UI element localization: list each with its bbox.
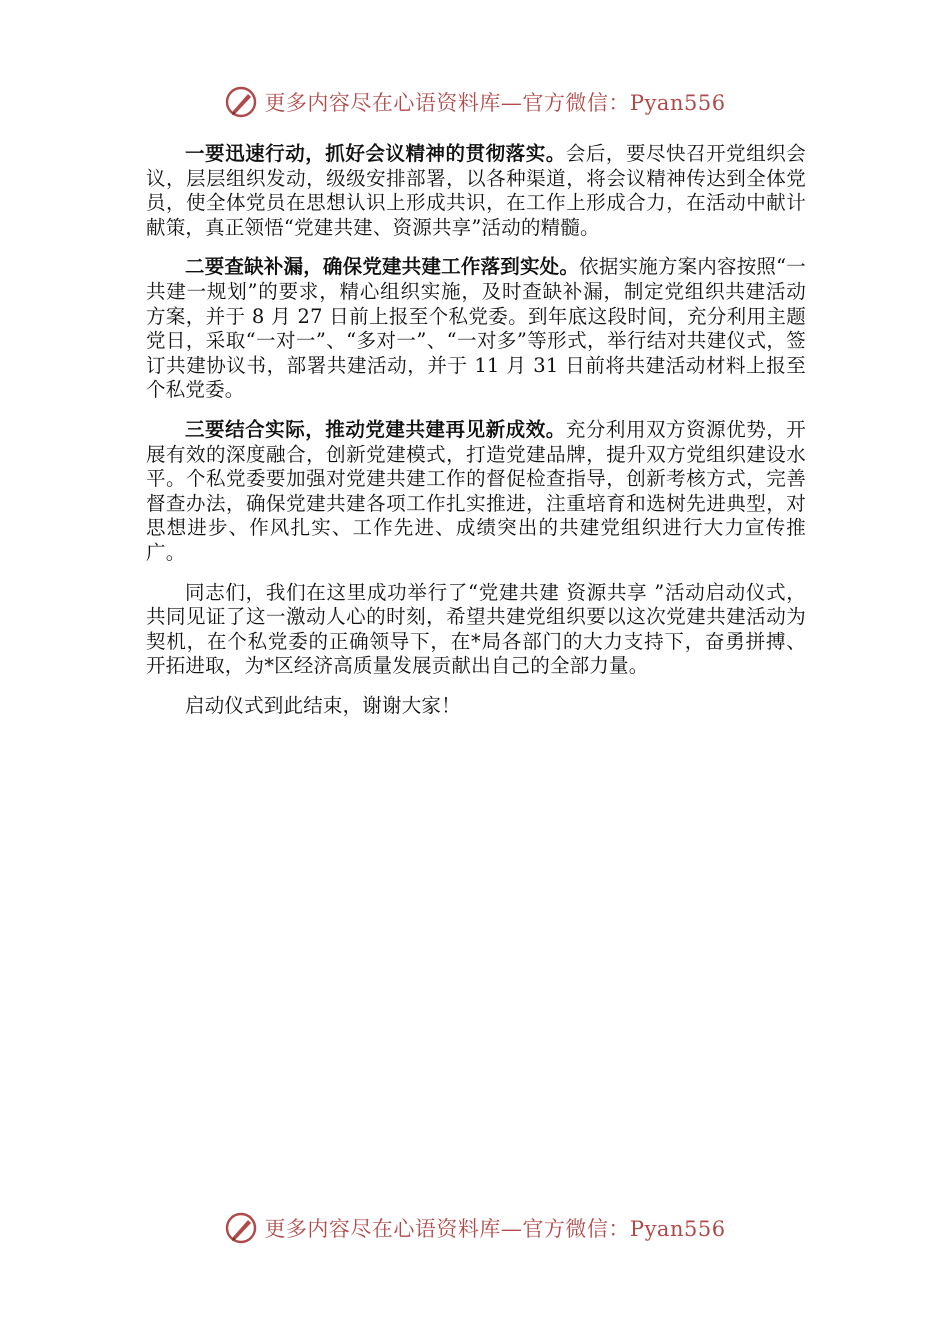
paragraph-lead: 三要结合实际，推动党建共建再见新成效。 <box>185 417 566 441</box>
paragraph-2 <box>146 255 806 403</box>
watermark-text: 更多内容尽在心语资料库—官方微信：Pyan556 <box>264 91 726 115</box>
paragraph-lead: 二要查缺补漏，确保党建共建工作落到实处。 <box>185 255 580 279</box>
paragraph-text: 同志们，我们在这里成功举行了“党建共建 资源共享 ”活动启动仪式，共同见证了这一激动人心的时刻，希望共建党组织要以这次党建共建活动为契机，在个私党委的正确领导下，在*局各部门的大力支持下，奋勇拼搏、开拓进取，为*区经济高质量发展贡献出自己的全部力量。 <box>146 580 806 678</box>
paragraph-text: 会后，要尽快召开党组织会议，层层组织发动，级级安排部署，以各种渠道，将会议精神传达到全体党员，使全体党员在思想认识上形成共识，在工作上形成合力，在活动中献计献策，真正领悟“党建共建、资源共享”活动的精髓。 <box>146 142 806 239</box>
paragraph-lead: 一要迅速行动，抓好会议精神的贯彻落实。 <box>185 142 566 165</box>
paragraph-text: 启动仪式到此结束，谢谢大家！ <box>185 693 461 717</box>
document-body <box>146 142 806 733</box>
watermark-text: 更多内容尽在心语资料库—官方微信：Pyan556 <box>264 1217 726 1241</box>
paragraph-text: 充分利用双方资源优势，开展有效的深度融合，创新党建模式，打造党建品牌，提升双方党组织建设水平。个私党委要加强对党建共建工作的督促检查指导，创新考核方式，完善督查办法，确保党建共建各项工作扎实推进，注重培育和选树先进典型，对思想进步、作风扎实、工作先进、成绩突出的共建党组织进行大力宣传推广。 <box>146 417 806 564</box>
header-watermark <box>0 80 950 124</box>
paragraph-text: 依据实施方案内容按照“一共建一规划”的要求，精心组织实施，及时查缺补漏，制定党组织共建活动方案，并于 8 月 27 日前上报至个私党委。到年底这段时间，充分利用主题党日，采取“一对一”、“多对一”、“一对多”等形式，举行结对共建仪式，签订共建协议书，部署共建活动，并于 11 月 31 日前将共建活动材料上报至个私党委。 <box>146 255 806 402</box>
pen-circle-logo-icon <box>224 1211 258 1245</box>
paragraph-4 <box>146 581 806 679</box>
paragraph-3 <box>146 418 806 566</box>
pen-circle-logo-icon <box>224 85 258 119</box>
paragraph-1 <box>146 142 806 240</box>
paragraph-5 <box>146 694 806 719</box>
footer-watermark <box>0 1206 950 1250</box>
